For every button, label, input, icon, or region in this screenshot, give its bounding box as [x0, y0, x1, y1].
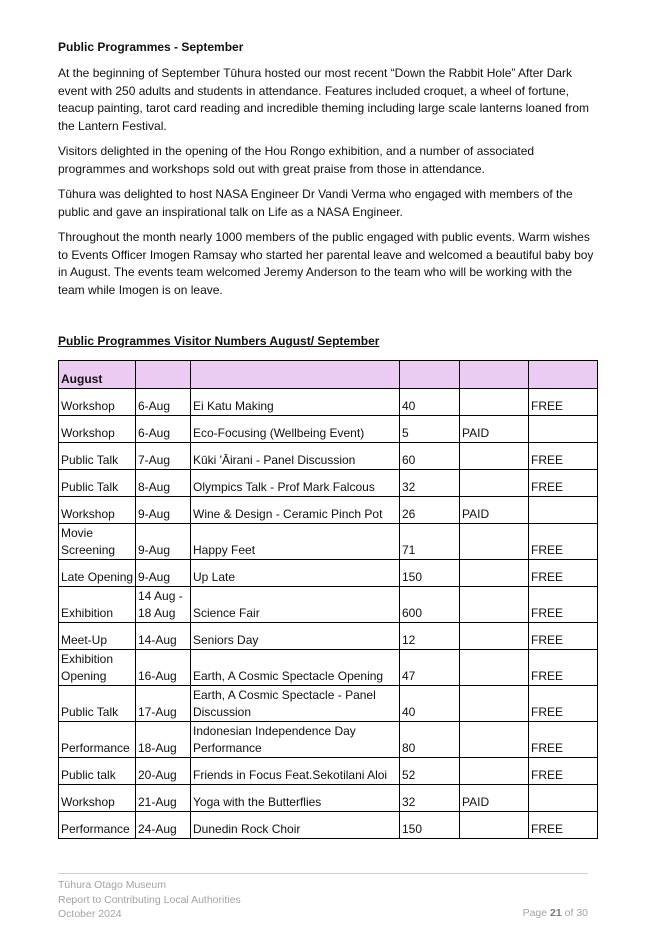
event-name-cell: Up Late: [191, 560, 400, 587]
event-name-cell: Ei Katu Making: [191, 389, 400, 416]
table-row: [59, 623, 598, 650]
paid-cell: [460, 686, 529, 722]
free-cell: FREE: [529, 524, 598, 560]
event-name-cell: Olympics Talk - Prof Mark Falcous: [191, 470, 400, 497]
section-title: Public Programmes - September: [58, 40, 244, 54]
event-type-cell: Public Talk: [59, 686, 136, 722]
table-title: Public Programmes Visitor Numbers August/ September: [58, 334, 380, 348]
month-header: August: [59, 361, 136, 389]
visitor-count-cell: 26: [400, 497, 460, 524]
paid-cell: [460, 560, 529, 587]
paragraph: Throughout the month nearly 1000 members of the public engaged with public events. Warm wishes to Events Officer Imogen Ramsay who started her parental leave and welcomed a beautiful baby boy in August. The events team welcomed Jeremy Anderson to the team who will be working with the team while Imogen is on leave.: [58, 230, 594, 297]
visitor-count-cell: 32: [400, 785, 460, 812]
date-cell: 24-Aug: [136, 812, 191, 839]
table-row: [59, 470, 598, 497]
paid-cell: [460, 722, 529, 758]
footer-date: October 2024: [58, 908, 122, 920]
paid-cell: [460, 470, 529, 497]
date-cell: 9-Aug: [136, 524, 191, 560]
event-name-cell: Seniors Day: [191, 623, 400, 650]
free-cell: [529, 785, 598, 812]
paid-cell: [460, 443, 529, 470]
event-name-cell: Earth, A Cosmic Spectacle - Panel Discussion: [191, 686, 400, 722]
paid-cell: [460, 524, 529, 560]
visitor-count-cell: 40: [400, 686, 460, 722]
event-name-cell: Happy Feet: [191, 524, 400, 560]
paid-cell: [460, 587, 529, 623]
date-cell: 9-Aug: [136, 497, 191, 524]
visitor-count-cell: 32: [400, 470, 460, 497]
visitor-count-cell: 150: [400, 560, 460, 587]
footer-org: Tūhura Otago Museum: [58, 879, 166, 891]
free-cell: FREE: [529, 722, 598, 758]
date-cell: 6-Aug: [136, 416, 191, 443]
free-cell: FREE: [529, 650, 598, 686]
free-cell: FREE: [529, 443, 598, 470]
paid-cell: PAID: [460, 785, 529, 812]
free-cell: FREE: [529, 686, 598, 722]
event-type-cell: Public Talk: [59, 443, 136, 470]
paragraph: Visitors delighted in the opening of the Hou Rongo exhibition, and a number of associated programmes and workshops sold out with great praise from those in attendance.: [58, 144, 535, 176]
event-name-cell: Wine & Design - Ceramic Pinch Pot: [191, 497, 400, 524]
table-row: [59, 389, 598, 416]
table-row: [59, 443, 598, 470]
footer: [58, 878, 241, 922]
event-type-cell: Performance: [59, 722, 136, 758]
free-cell: [529, 497, 598, 524]
table-row: [59, 758, 598, 785]
paid-cell: [460, 812, 529, 839]
paid-cell: [460, 650, 529, 686]
visitor-numbers-table: [58, 360, 598, 839]
table-row: [59, 497, 598, 524]
event-type-cell: Workshop: [59, 785, 136, 812]
event-type-cell: Workshop: [59, 416, 136, 443]
date-cell: 6-Aug: [136, 389, 191, 416]
visitor-count-cell: 52: [400, 758, 460, 785]
table-row: [59, 812, 598, 839]
paragraph: At the beginning of September Tūhura hosted our most recent “Down the Rabbit Hole” After Dark event with 250 adults and students in attendance. Features included croquet, a wheel of fortune, teacup painting, tarot card reading and incredible theming including large scale lanterns loaned from the Lantern Festival.: [58, 66, 589, 133]
visitor-count-cell: 40: [400, 389, 460, 416]
table-row: [59, 524, 598, 560]
free-cell: FREE: [529, 587, 598, 623]
date-cell: 21-Aug: [136, 785, 191, 812]
table-row: [59, 785, 598, 812]
paid-cell: [460, 623, 529, 650]
visitor-count-cell: 60: [400, 443, 460, 470]
visitor-count-cell: 5: [400, 416, 460, 443]
date-cell: 14-Aug: [136, 623, 191, 650]
event-type-cell: Meet-Up: [59, 623, 136, 650]
event-name-cell: Yoga with the Butterflies: [191, 785, 400, 812]
event-name-cell: Dunedin Rock Choir: [191, 812, 400, 839]
paragraph: Tūhura was delighted to host NASA Engineer Dr Vandi Verma who engaged with members of the public and gave an inspirational talk on Life as a NASA Engineer.: [58, 187, 573, 219]
date-cell: 14 Aug - 18 Aug: [136, 587, 191, 623]
free-cell: [529, 416, 598, 443]
date-cell: 7-Aug: [136, 443, 191, 470]
visitor-count-cell: 47: [400, 650, 460, 686]
date-cell: 20-Aug: [136, 758, 191, 785]
free-cell: FREE: [529, 389, 598, 416]
table-row: [59, 560, 598, 587]
visitor-count-cell: 12: [400, 623, 460, 650]
paid-cell: PAID: [460, 497, 529, 524]
table-row: [59, 650, 598, 686]
visitor-count-cell: 150: [400, 812, 460, 839]
event-name-cell: Earth, A Cosmic Spectacle Opening: [191, 650, 400, 686]
event-type-cell: Late Opening: [59, 560, 136, 587]
event-type-cell: Exhibition Opening: [59, 650, 136, 686]
visitor-count-cell: 600: [400, 587, 460, 623]
paid-cell: [460, 758, 529, 785]
page-number: Page 21 of 30: [522, 907, 588, 919]
event-type-cell: Movie Screening: [59, 524, 136, 560]
table-row: [59, 587, 598, 623]
free-cell: FREE: [529, 623, 598, 650]
paid-cell: PAID: [460, 416, 529, 443]
table-row: [59, 686, 598, 722]
event-type-cell: Exhibition: [59, 587, 136, 623]
date-cell: 9-Aug: [136, 560, 191, 587]
table-row: [59, 722, 598, 758]
paid-cell: [460, 389, 529, 416]
table-header-row: [59, 361, 598, 389]
event-name-cell: Eco-Focusing (Wellbeing Event): [191, 416, 400, 443]
free-cell: FREE: [529, 758, 598, 785]
body-text: [58, 65, 598, 307]
footer-divider: [58, 873, 588, 874]
visitor-count-cell: 71: [400, 524, 460, 560]
event-type-cell: Workshop: [59, 497, 136, 524]
event-type-cell: Workshop: [59, 389, 136, 416]
date-cell: 8-Aug: [136, 470, 191, 497]
footer-report: Report to Contributing Local Authorities: [58, 893, 241, 906]
event-name-cell: Indonesian Independence Day Performance: [191, 722, 400, 758]
event-type-cell: Performance: [59, 812, 136, 839]
event-type-cell: Public Talk: [59, 470, 136, 497]
event-name-cell: Friends in Focus Feat.Sekotilani Aloi: [191, 758, 400, 785]
visitor-count-cell: 80: [400, 722, 460, 758]
free-cell: FREE: [529, 470, 598, 497]
free-cell: FREE: [529, 560, 598, 587]
free-cell: FREE: [529, 812, 598, 839]
event-name-cell: Kūki 'Āirani - Panel Discussion: [191, 443, 400, 470]
table-row: [59, 416, 598, 443]
date-cell: 16-Aug: [136, 650, 191, 686]
date-cell: 17-Aug: [136, 686, 191, 722]
event-type-cell: Public talk: [59, 758, 136, 785]
date-cell: 18-Aug: [136, 722, 191, 758]
event-name-cell: Science Fair: [191, 587, 400, 623]
